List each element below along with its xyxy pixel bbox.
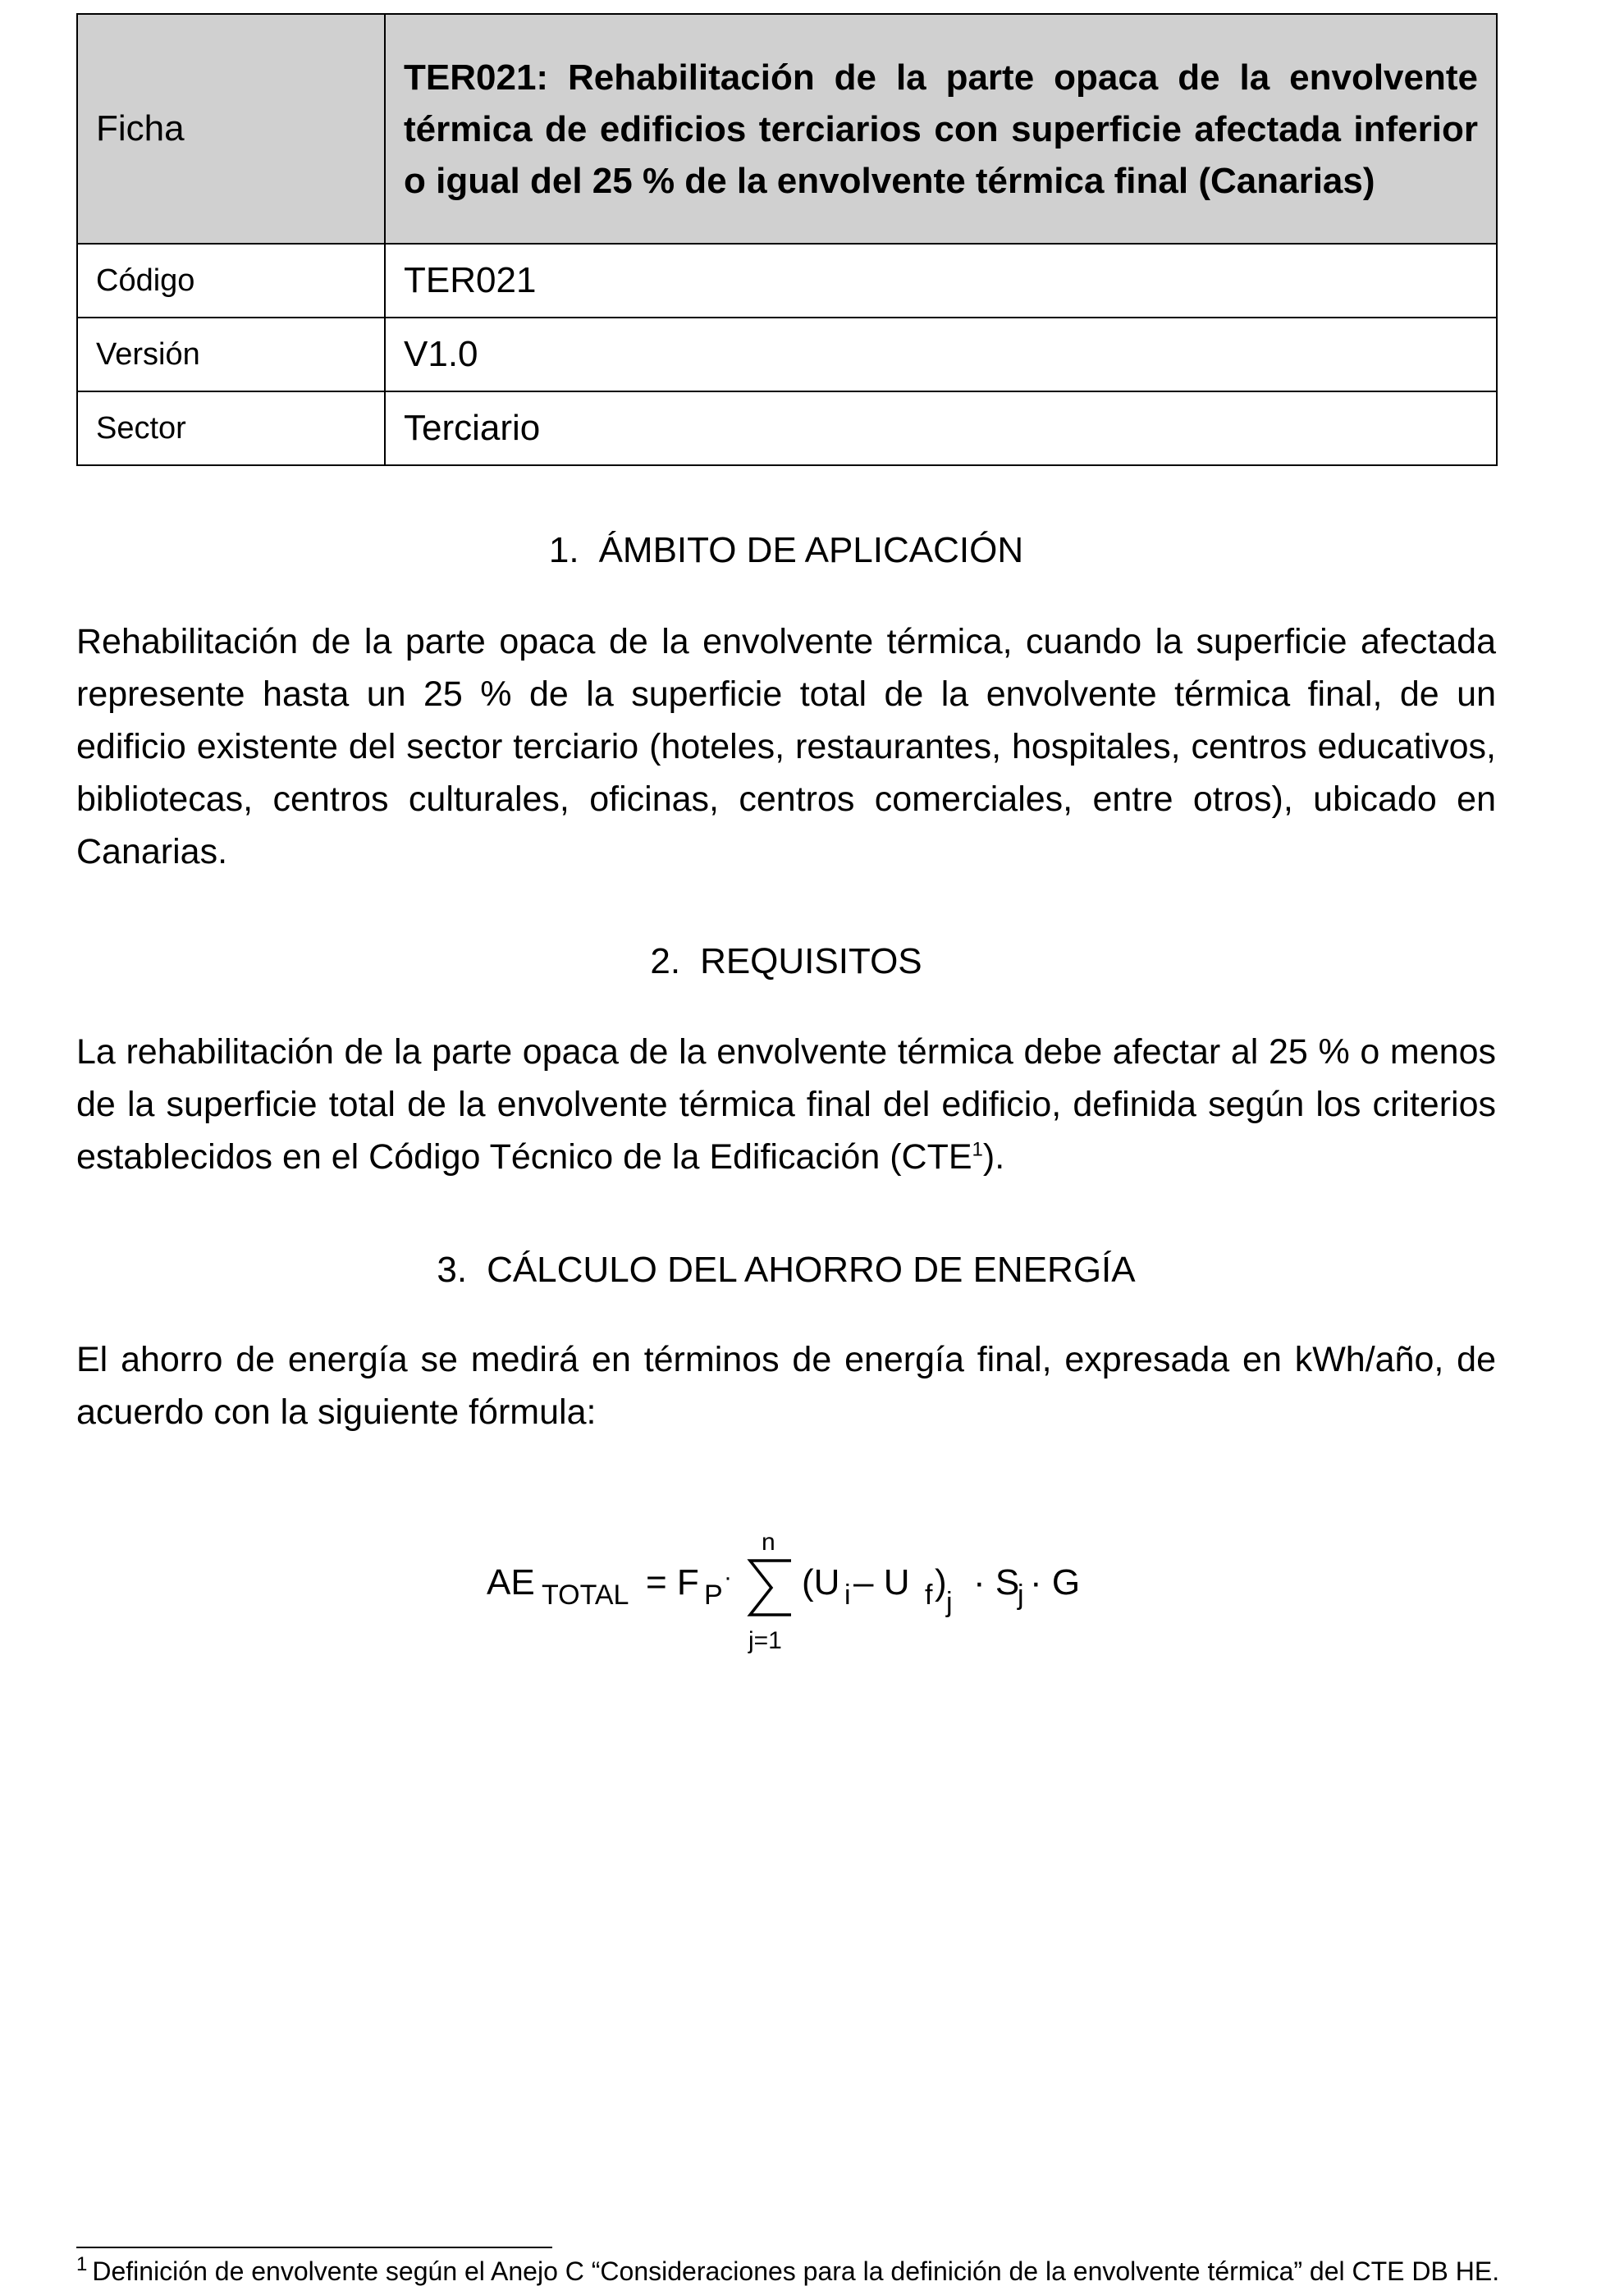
section-3-heading (76, 1247, 1496, 1293)
header-row-codigo (77, 244, 1497, 318)
formula-dot-1: · (724, 1564, 732, 1591)
formula-sum-lower: j=1 (748, 1627, 782, 1654)
formula-minus-u: – U (853, 1562, 910, 1602)
footnote-number: 1 (76, 2253, 88, 2276)
section-2-heading (76, 939, 1496, 985)
codigo-value: TER021 (385, 244, 1497, 318)
formula-dot-s: · S (973, 1562, 1020, 1602)
section-3-title: CÁLCULO DEL AHORRO DE ENERGÍA (487, 1250, 1136, 1290)
footnote (76, 2253, 1553, 2286)
codigo-label: Código (77, 244, 385, 318)
section-2-title: REQUISITOS (700, 941, 922, 981)
sector-label: Sector (77, 391, 385, 465)
footnote-separator (76, 2247, 552, 2248)
section-2-paragraph (76, 1026, 1496, 1183)
section-2-number: 2. (650, 941, 681, 981)
header-title-row (77, 14, 1497, 244)
energy-savings-formula (0, 1510, 1624, 1674)
section-1-number: 1. (548, 530, 579, 570)
formula-sum-upper: n (762, 1529, 775, 1556)
header-row-version (77, 318, 1497, 391)
sector-value: Terciario (385, 391, 1497, 465)
formula-paren-u: (U (802, 1562, 840, 1602)
section-1-heading (76, 528, 1496, 574)
formula-dot-g: · G (1030, 1562, 1081, 1602)
ficha-title: TER021: Rehabilitación de la parte opaca de la envolvente térmica de edificios terciarios con superficie afectada inferior o igual del 25 % de la envolvente térmica final (Canarias) (385, 14, 1497, 244)
version-value: V1.0 (385, 318, 1497, 391)
formula-i-subscript: i (844, 1580, 851, 1611)
formula-equals-f: = F (646, 1562, 699, 1602)
formula-paren-close: ) (935, 1562, 947, 1602)
section-3-paragraph: El ahorro de energía se medirá en términos de energía final, expresada en kWh/año, de acuerdo con la siguiente fórmula: (76, 1340, 1496, 1432)
formula-j-subscript: j (946, 1587, 953, 1618)
formula-ae: AE (487, 1562, 535, 1602)
footnote-reference[interactable]: 1 (972, 1138, 983, 1161)
footnote-text: Definición de envolvente según el Anejo C “Consideraciones para la definición de la envolvente térmica” del CTE DB HE. (92, 2256, 1500, 2286)
sigma-summation-icon (747, 1557, 794, 1618)
ficha-label: Ficha (77, 14, 385, 244)
section-2-text: La rehabilitación de la parte opaca de la envolvente térmica debe afectar al 25 % o menos de la superficie total de la envolvente térmica final del edificio, definida según los criterios establecidos en el Código Técnico de la Edificación (CTE (76, 1032, 1496, 1177)
version-label: Versión (77, 318, 385, 391)
formula-total-subscript: TOTAL (542, 1580, 629, 1611)
header-row-sector (77, 391, 1497, 465)
section-2-text-end: ). (982, 1137, 1005, 1177)
section-1-title: ÁMBITO DE APLICACIÓN (598, 530, 1024, 570)
formula-f-subscript: f (925, 1580, 933, 1611)
formula-p-subscript: P (704, 1580, 723, 1611)
header-table (76, 13, 1498, 466)
section-1-paragraph: Rehabilitación de la parte opaca de la envolvente térmica, cuando la superficie afectada represente hasta un 25 % de la superficie total de la envolvente térmica final, de un edificio existente del sector terciario (hoteles, restaurantes, hospitales, centros educativos, bibliotecas, centros culturales, oficinas, centros comerciales, entre otros), ubicado en Canarias. (76, 622, 1496, 871)
formula-j-subscript-2: j (1018, 1580, 1024, 1611)
section-3-number: 3. (437, 1250, 468, 1290)
